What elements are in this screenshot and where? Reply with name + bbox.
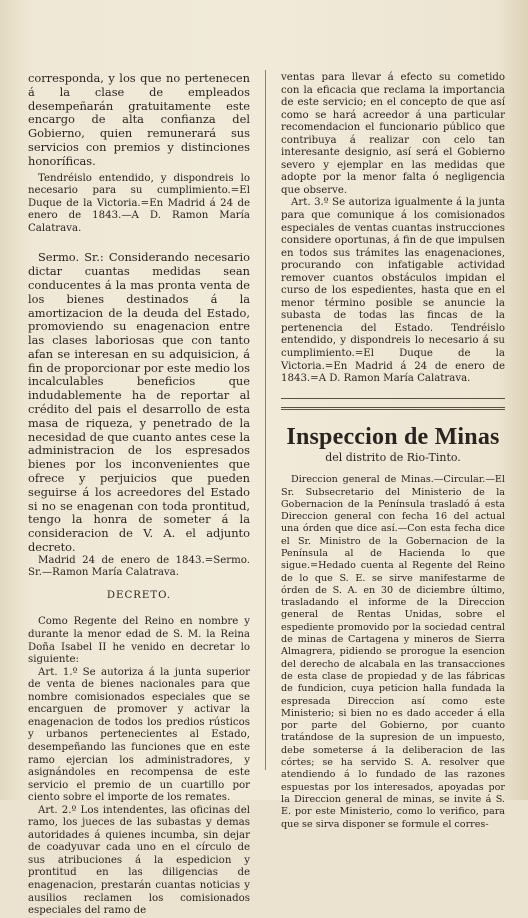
left-para-sermo: Sermo. Sr.: Considerando necesario dictar cuantas medidas sean conducentes á la mas pronta venta de los bienes destinados á la amortizacion de la deuda del Estado, promoviendo su enagenacion entre las clases laboriosas que con tanto afan se interesan en su adquisicion, á fin de proporcionar por este medio los incalculables beneficios que indudablemente ha de reportar al crédito del pais el desarrollo de esta masa de riqueza, y penetrado de la necesidad de que cuanto antes cese la administracion de los espresados bienes por los inconvenientes que ofrece y perjuicios que pueden seguirse á los acreedores del Estado si no se enagenan con toda prontitud, tengo la honra de someter á la consideracion de V. A. el adjunto decreto. <box>28 250 250 555</box>
column-divider <box>265 70 266 770</box>
section-rule <box>281 398 505 410</box>
right-para-article-3: Art. 3.º Se autoriza igualmente á la junta para que comunique á los comisionados especiales de ventas cuantas instrucciones considere oportunas, á fin de que impulsen en todos sus trámites las enagenaciones, procurando con infatigable actividad remover cuantos obstáculos impidan el curso de los espedientes, hasta que en el menor término posible se anuncie la subasta de todas las fincas de la pertenencia del Estado. Tendréislo entendido, y dispondreis lo necesario á su cumplimiento.=El Duque de la Victoria.=En Madrid á 24 de enero de 1843.=A D. Ramon María Calatrava. <box>281 197 505 385</box>
section-title: Inspeccion de Minas <box>286 423 500 450</box>
left-para-tendreislo: Tendréislo entendido, y dispondreis lo necesario para su cumplimiento.=El Duque de la Victoria.=En Madrid á 24 de enero de 1843.—A D. Ramon María Calatrava. <box>28 172 250 234</box>
left-para-regente: Como Regente del Reino en nombre y durante la menor edad de S. M. la Reina Doña Isabel II he venido en decretar lo siguiente: <box>28 616 250 666</box>
left-para-article-2: Art. 2.º Los intendentes, las oficinas del ramo, los jueces de las subastas y demas autoridades á quienes incumba, sin dejar de coadyuvar cada uno en el círculo de sus atribuciones á la espedicion y prontitud en las diligencias de enagenacion, prestarán cuantas noticias y ausilios reclamen los comisionados especiales del ramo de <box>28 804 250 917</box>
right-para-circular: Direccion general de Minas.—Circular.—El Sr. Subsecretario del Ministerio de la Gobernacion de la Península trasladó á esta Direccion general con fecha 16 del actual una órden que dice así.—Con esta fecha dice el Sr. Ministro de la Gobernacion de la Península al de Hacienda lo que sigue.=Hedado cuenta al Regente del Reino de lo que S. E. se sirve manifestarme de órden de S. A. en 30 de diciembre último, trasladando el informe de la Direccion general de Rentas Unidas, sobre el espediente promovido por la sociedad central de minas de Cartagena y mineros de Sierra Almagrera, pidiendo se prorogue la esencion del derecho de alcabala en las transacciones de esta clase de propiedad y de las fábricas de fundicion, cuya peticion halla fundada la espresada Direccion así como este Ministerio; si bien no es dado acceder á ella por parte del Gobierno, por cuanto tratándose de la supresion de un impuesto, debe someterse á la deliberacion de las córtes; se ha servido S. A. resolver que atendiendo á lo fundado de las razones espuestas por los interesados, apoyadas por la Direccion general de minas, se invite á S. E. por este Ministerio, como lo verifico, para que se sirva disponer se formule el corres- <box>281 474 505 830</box>
section-subtitle: del distrito de Rio-Tinto. <box>325 450 461 464</box>
right-para-continuation: ventas para llevar á efecto su cometido con la eficacia que reclama la importancia de este servicio; en el concepto de que así como se hará acreedor á una particular recomendacion el funcionario público que contribuya á realizar con celo tan interesante designio, así será el Gobierno severo y ejemplar en las medidas que adopte por la menor falta ó negligencia que observe. <box>281 72 505 196</box>
decreto-heading: DECRETO. <box>106 589 172 601</box>
left-para-article-1: Art. 1.º Se autoriza á la junta superior de venta de bienes nacionales para que nombre comisionados especiales que se encarguen de promover y activar la enagenacion de todos los predios rústicos y urbanos pertenecientes al Estado, desempeñando las funciones que en este ramo ejercian los administradores, y asignándoles en recompensa de este servicio el premio de un cuartillo por ciento sobre el importe de los remates. <box>28 666 250 804</box>
left-para-top: corresponda, y los que no pertenecen á la clase de empleados desempeñarán gratuitamente este encargo de alta confianza del Gobierno, quien remunerará sus servicios con premios y distinciones honoríficas. <box>28 71 250 168</box>
left-para-madrid-signature: Madrid 24 de enero de 1843.=Sermo. Sr.—Ramon María Calatrava. <box>28 554 250 579</box>
left-column <box>28 72 250 918</box>
right-column <box>281 72 505 831</box>
